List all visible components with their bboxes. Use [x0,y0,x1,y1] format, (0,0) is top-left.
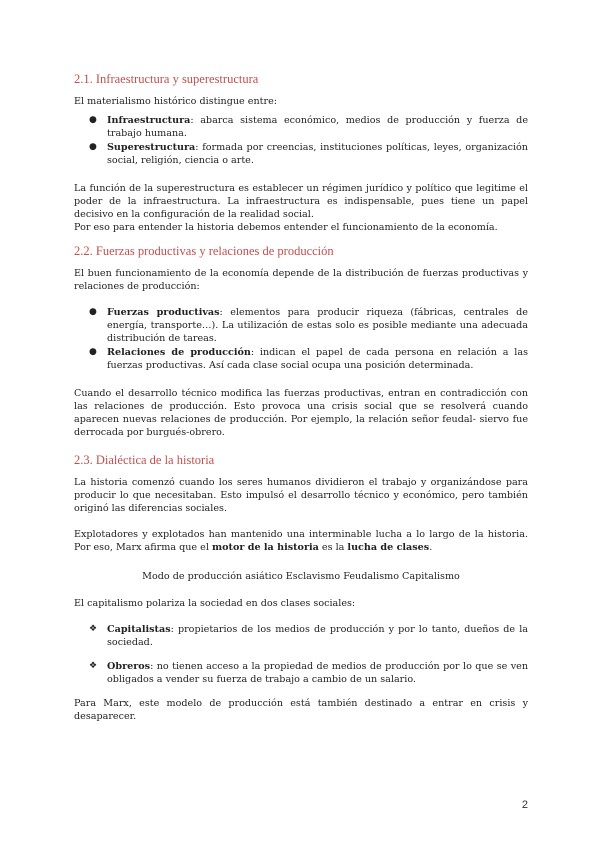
definition: : propietarios de los medios de producción y por lo tanto, dueños de la sociedad. [107,624,528,648]
emphasis: motor de la historia [211,542,319,553]
emphasis: lucha de clases [347,542,430,553]
term: Relaciones de producción [107,347,251,358]
list-item [74,114,528,140]
definition: : no tienen acceso a la propiedad de medios de producción por lo que se ven obligados a vender su fuerza de trabajo a cambio de un salario. [107,661,528,685]
term: Fuerzas productivas [107,307,220,318]
list-item [74,346,528,372]
production-sequence: Modo de producción asiático Esclavismo Feudalismo Capitalismo [142,571,460,582]
diamond-bullet-icon: ❖ [89,624,98,634]
paragraph: El capitalismo polariza la sociedad en dos clases sociales: [74,598,356,609]
definition: : elementos para producir riqueza (fábricas, centrales de energía, transporte…). La utilización de estas solo es posible mediante una adecuada distribución de tareas. [107,307,528,344]
bullet-list [74,114,528,167]
paragraph: Por eso para entender la historia debemos entender el funcionamiento de la economía. [74,222,498,233]
list-item [74,623,528,649]
paragraph: El buen funcionamiento de la economía depende de la distribución de fuerzas productivas y relaciones de producción: [74,268,528,292]
term: Capitalistas [107,624,171,635]
paragraph: La historia comenzó cuando los seres humanos dividieron el trabajo y organizándose para producir lo que necesitaban. Esto impulsó el desarrollo técnico y económico, pero también originó las diferencias sociales. [74,477,528,514]
term: Superestructura [107,142,196,153]
page-number: 2 [521,799,528,811]
definition: : formada por creencias, instituciones políticas, leyes, organización social, religión, ciencia o arte. [107,142,528,166]
section-heading-fuerzas: 2.2. Fuerzas productivas y relaciones de producción [74,244,334,258]
definition: : abarca sistema económico, medios de producción y fuerza de trabajo humana. [107,115,528,139]
section-heading-dialectica: 2.3. Dialéctica de la historia [74,453,215,467]
bullet-icon: ● [89,142,97,152]
term: Infraestructura [107,115,191,126]
document-page [74,62,528,723]
paragraph: El materialismo histórico distingue entre: [74,96,277,107]
bullet-list [74,306,528,372]
list-item [74,306,528,345]
bullet-icon: ● [89,115,97,125]
definition: : indican el papel de cada persona en relación a las fuerzas productivas. Así cada clase social ocupa una posición determinada. [107,347,528,371]
list-item [74,141,528,167]
list-item [74,660,528,686]
bullet-icon: ● [89,307,97,317]
paragraph: La función de la superestructura es establecer un régimen jurídico y político que legitime el poder de la infraestructura. La infraestructura es indispensable, pues tiene un papel decisivo en la configuración de la realidad social. [74,183,528,220]
diamond-bullet-icon: ❖ [89,661,98,671]
term: Obreros [107,661,151,672]
diamond-list [74,623,528,686]
paragraph: Explotadores y explotados han mantenido una interminable lucha a lo largo de la historia. Por eso, Marx afirma que el motor de la historia es la lucha de clases. [74,529,528,553]
bullet-icon: ● [89,347,97,357]
paragraph: Para Marx, este modelo de producción está también destinado a entrar en crisis y desaparecer. [74,698,528,722]
section-heading-infraestructura: 2.1. Infraestructura y superestructura [74,72,259,86]
paragraph: Cuando el desarrollo técnico modifica las fuerzas productivas, entran en contradicción con las relaciones de producción. Esto provoca una crisis social que se resolverá cuando aparecen nuevas relaciones de producción. Por ejemplo, la relación señor feudal- siervo fue derrocada por burgués-obrero. [74,388,528,438]
